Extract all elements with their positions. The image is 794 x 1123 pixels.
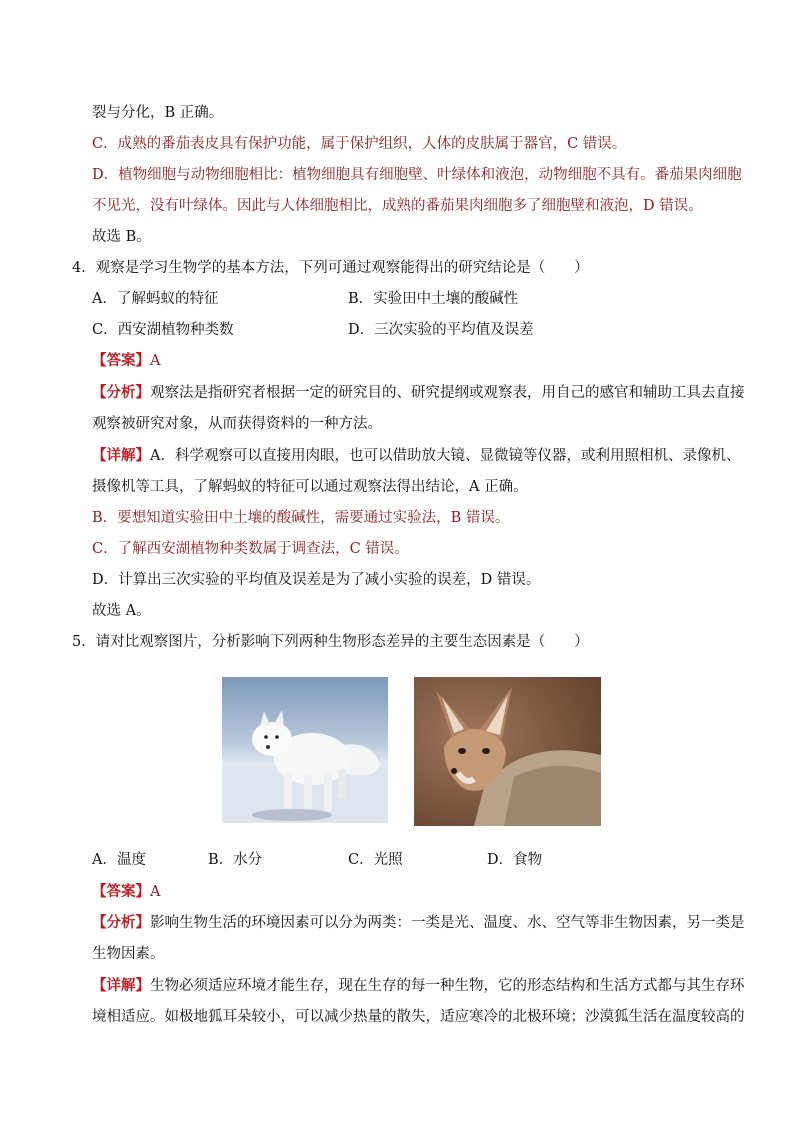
q3-text-line: 裂与分化，B 正确。 bbox=[92, 105, 224, 121]
q3-option-d-explanation-cont: 不见光，没有叶绿体。因此与人体细胞相比，成熟的番茄果肉细胞多了细胞壁和液泡，D 错误。 bbox=[92, 198, 703, 214]
q5-stem: 5．请对比观察图片，分析影响下列两种生物形态差异的主要生态因素是（ ） bbox=[72, 634, 589, 650]
q4-detail-d: D．计算出三次实验的平均值及误差是为了减小实验的误差，D 错误。 bbox=[92, 572, 541, 588]
q5-analysis-cont: 生物因素。 bbox=[92, 946, 165, 962]
analysis-tag: 【分析】 bbox=[92, 384, 150, 401]
q4-option-b: B．实验田中土壤的酸碱性 bbox=[348, 291, 519, 307]
q3-option-d-explanation: D．植物细胞与动物细胞相比：植物细胞具有细胞壁、叶绿体和液泡，动物细胞不具有。番茄果肉细胞 bbox=[92, 167, 742, 183]
q5-option-a: A．温度 bbox=[92, 852, 146, 868]
q4-option-d: D．三次实验的平均值及误差 bbox=[348, 322, 534, 338]
arctic-fox-photo bbox=[222, 677, 388, 823]
q4-detail-c: C．了解西安湖植物种类数属于调查法，C 错误。 bbox=[92, 541, 409, 557]
detail-tag: 【详解】 bbox=[92, 977, 150, 994]
analysis-text: 观察法是指研究者根据一定的研究目的、研究提纲或观察表，用自己的感官和辅助工具去直接 bbox=[150, 385, 745, 401]
detail-text: 生物必须适应环境才能生存，现在生存的每一种生物，它的形态结构和生活方式都与其生存环 bbox=[150, 978, 745, 994]
analysis-text: 影响生物生活的环境因素可以分为两类：一类是光、温度、水、空气等非生物因素，另一类是 bbox=[150, 915, 745, 931]
detail-text: A．科学观察可以直接用肉眼，也可以借助放大镜、显微镜等仪器，或利用照相机、录像机、 bbox=[150, 448, 741, 464]
q5-option-b: B．水分 bbox=[208, 852, 263, 868]
q5-option-c: C．光照 bbox=[348, 852, 403, 868]
answer-value: A bbox=[150, 884, 161, 900]
q5-detail bbox=[92, 977, 745, 995]
answer-tag: 【答案】 bbox=[92, 883, 150, 900]
q5-answer bbox=[92, 883, 160, 901]
q4-option-a: A．了解蚂蚁的特征 bbox=[92, 291, 219, 307]
q3-option-c-explanation: C．成熟的番茄表皮具有保护功能，属于保护组织，人体的皮肤属于器官，C 错误。 bbox=[92, 136, 627, 152]
q4-detail bbox=[92, 447, 740, 465]
q3-conclusion: 故选 B。 bbox=[92, 229, 151, 245]
q4-option-c: C．西安湖植物种类数 bbox=[92, 322, 234, 338]
analysis-tag: 【分析】 bbox=[92, 914, 150, 931]
answer-value: A bbox=[150, 353, 161, 369]
q4-answer bbox=[92, 352, 160, 370]
q5-detail-cont: 境相适应。如极地狐耳朵较小，可以减少热量的散失，适应寒冷的北极环境；沙漠狐生活在温度较高的 bbox=[92, 1009, 745, 1025]
q5-option-d: D．食物 bbox=[487, 852, 543, 868]
detail-tag: 【详解】 bbox=[92, 447, 150, 464]
q4-analysis-cont: 观察被研究对象，从而获得资料的一种方法。 bbox=[92, 416, 382, 432]
q4-analysis bbox=[92, 384, 745, 402]
q4-stem: 4．观察是学习生物学的基本方法，下列可通过观察能得出的研究结论是（ ） bbox=[72, 260, 589, 276]
q5-analysis bbox=[92, 914, 745, 932]
q4-detail-b: B．要想知道实验田中土壤的酸碱性，需要通过实验法，B 错误。 bbox=[92, 510, 510, 526]
q4-detail-cont: 摄像机等工具，了解蚂蚁的特征可以通过观察法得出结论，A 正确。 bbox=[92, 479, 528, 495]
answer-tag: 【答案】 bbox=[92, 352, 150, 369]
q4-conclusion: 故选 A。 bbox=[92, 603, 151, 619]
desert-fox-photo bbox=[414, 677, 601, 826]
